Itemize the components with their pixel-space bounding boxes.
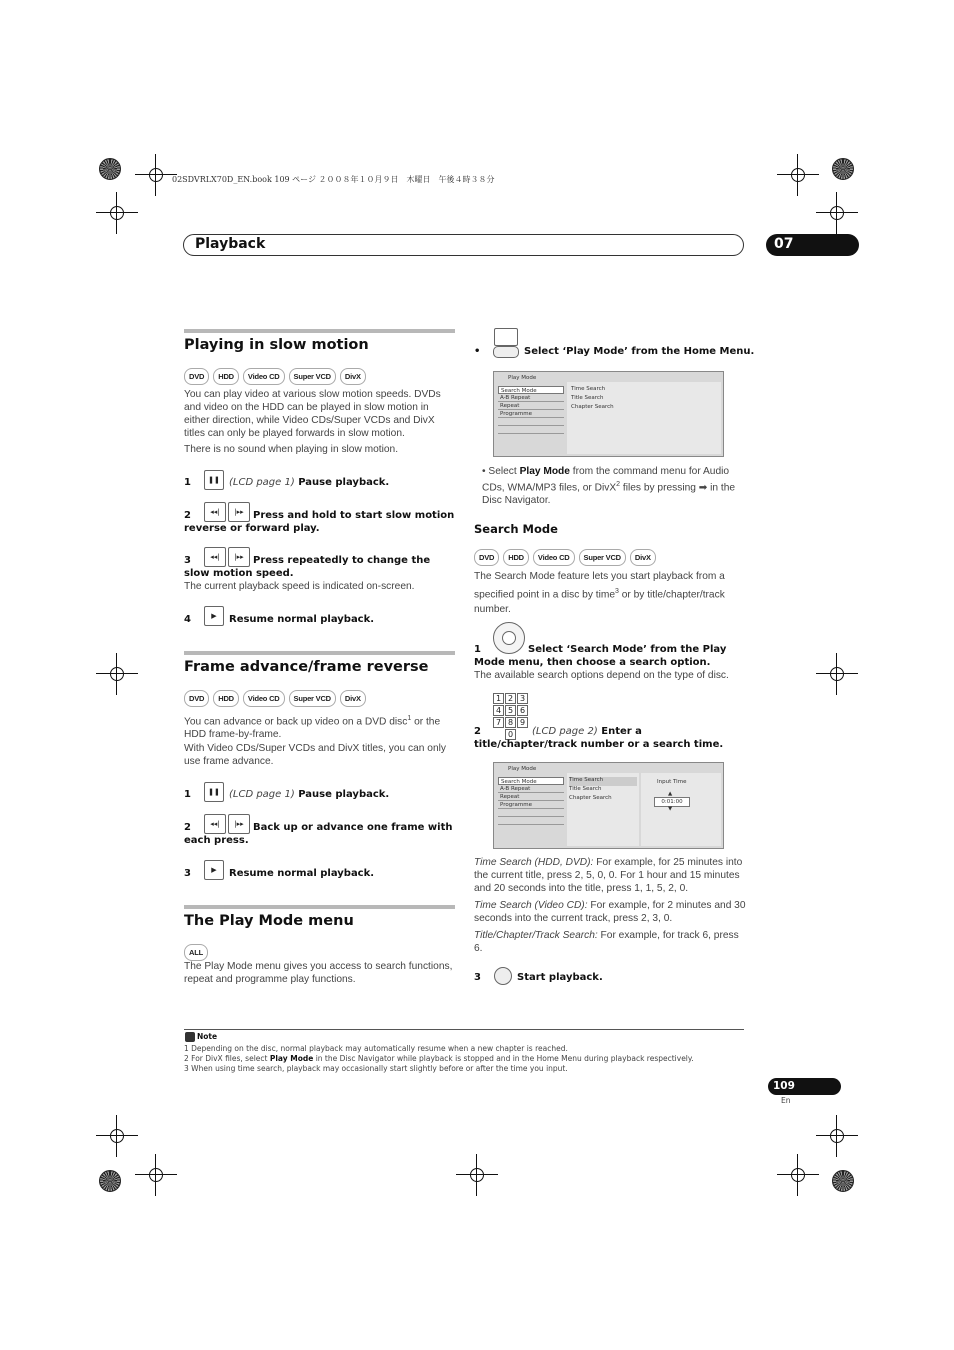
menu-item: [498, 817, 564, 825]
menu-item: Programme: [498, 410, 564, 418]
bullet-2-text: Select: [488, 466, 520, 477]
bullet-2-text-mid: from the command menu for Audio CDs, WMA/MP3 files, or DivX: [482, 466, 730, 494]
play-mode-intro: The Play Mode menu gives you access to search functions, repeat and programme play functions.: [184, 961, 453, 985]
pause-icon: ❚❚: [204, 782, 224, 802]
option-item: Chapter Search: [569, 795, 612, 801]
step-number: 1: [184, 477, 191, 488]
slow-step-4: Resume normal playback.: [229, 614, 375, 625]
badge-divx: DivX: [340, 690, 366, 707]
note-label: Note: [197, 1032, 218, 1041]
right-bullet-2: • Select Play Mode from the command menu for Audio CDs, WMA/MP3 files, or DivX$^2$ files by pressing ➡ in the Disc Navigator.: [482, 466, 736, 507]
screen-options-pane: [567, 773, 639, 846]
example-label: Time Search (HDD, DVD):: [474, 857, 594, 868]
chapter-title: Playback: [195, 236, 266, 252]
step-number: 2: [184, 510, 191, 521]
example-text: For example, for track 6, press 6.: [474, 930, 739, 954]
registration-mark: [106, 1125, 128, 1147]
registration-mark: [787, 164, 809, 186]
search-step-3: Start playback.: [517, 972, 603, 983]
chapter-number: 07: [774, 236, 794, 252]
option-item: Title Search: [571, 395, 604, 401]
footnote-2: [184, 1054, 694, 1063]
crop-disc-bottom-left: [99, 1170, 121, 1192]
frame-intro-paragraph: [184, 712, 456, 741]
option-item: Time Search: [569, 777, 637, 786]
search-p-text: The Search Mode feature lets you start playback from a specified point in a disc by time: [474, 571, 725, 601]
input-time-pane: [641, 773, 721, 846]
disc-type-badges: [184, 940, 212, 961]
badge-dvd: DVD: [184, 690, 209, 707]
note-icon: [185, 1032, 195, 1042]
lcd-page-ref: (LCD page 2): [532, 726, 598, 737]
crop-disc-top-left: [99, 158, 121, 180]
slow-motion-icon: ◂◂|: [204, 547, 226, 567]
chapter-header-bar: [183, 234, 744, 256]
registration-mark: [826, 663, 848, 685]
keypad-key: 4: [493, 705, 504, 716]
search-mode-heading: Search Mode: [474, 522, 558, 536]
badge-super-vcd: Super VCD: [289, 690, 336, 707]
badge-dvd: DVD: [184, 368, 209, 385]
slow-step-2: Press and hold to start slow motion reverse or forward play.: [184, 510, 455, 534]
keypad-key: 7: [493, 717, 504, 728]
disc-type-badges: [184, 686, 370, 707]
option-item: Time Search: [571, 386, 606, 392]
search-step-1-note: The available search options depend on the type of disc.: [474, 670, 729, 681]
search-p-text-end: or by title/chapter/track number.: [474, 589, 725, 616]
registration-mark: [787, 1164, 809, 1186]
screen-menu: [498, 386, 564, 434]
arrow-down-icon: ▼: [668, 806, 673, 812]
step-number: 3: [184, 555, 191, 566]
footnote-3: 3 When using time search, playback may occasionally start slightly before or after the time you input.: [184, 1064, 568, 1073]
keypad-key: 5: [505, 705, 516, 716]
step-number: 2: [184, 822, 191, 833]
screen-title: Play Mode: [508, 766, 537, 772]
slow-motion-icon: |▸▸: [228, 502, 250, 522]
step-number: 2: [474, 726, 481, 737]
badge-hdd: HDD: [503, 549, 529, 566]
screen-menu: [498, 777, 564, 825]
slow-step-3-note: The current playback speed is indicated on-screen.: [184, 581, 415, 592]
time-search-hdd-dvd: [474, 856, 746, 895]
pause-icon: ❚❚: [204, 470, 224, 490]
menu-item: A-B Repeat: [498, 394, 564, 402]
frame-p1-text: You can advance or back up video on a DVD disc: [184, 716, 408, 728]
badge-hdd: HDD: [213, 690, 239, 707]
title-chapter-track-search: [474, 929, 746, 955]
footnote-ref: 2: [616, 481, 621, 488]
registration-mark: [826, 1125, 848, 1147]
lcd-page-ref: (LCD page 1): [229, 789, 295, 800]
badge-divx: DivX: [630, 549, 656, 566]
frame-step-icon: ◂◂|: [204, 814, 226, 834]
badge-video-cd: Video CD: [243, 368, 285, 385]
menu-item: Repeat: [498, 793, 564, 801]
step-number: 1: [474, 644, 481, 655]
play-icon: ▶: [204, 860, 224, 880]
menu-item: [498, 426, 564, 434]
search-step-2: [474, 725, 746, 751]
menu-item: Repeat: [498, 402, 564, 410]
badge-divx: DivX: [340, 368, 366, 385]
step-text: Pause playback.: [298, 789, 390, 800]
frame-step-1: [229, 788, 389, 801]
footnote-ref: 1: [407, 715, 412, 722]
step-number: 1: [184, 789, 191, 800]
step-number: 4: [184, 614, 191, 625]
badge-hdd: HDD: [213, 368, 239, 385]
footnote-2-text: 2 For DivX files, select: [184, 1054, 270, 1063]
registration-mark: [145, 164, 167, 186]
notes-rule: [184, 1029, 744, 1030]
section-rule: [184, 329, 455, 333]
disc-type-badges: [184, 364, 370, 385]
input-time-value: 0:01:00: [654, 797, 690, 807]
lcd-page-ref: (LCD page 1): [229, 477, 295, 488]
bullet-dot: •: [474, 346, 481, 357]
section-rule: [184, 905, 455, 909]
example-text: For example, for 25 minutes into the current title, press 2, 5, 0, 0. For 1 hour and 15 minutes and 20 seconds into the title, press 1, 1, 5, 2, 0.: [474, 857, 743, 894]
crop-disc-bottom-right: [832, 1170, 854, 1192]
keypad-key: 3: [517, 693, 528, 704]
menu-item: Search Mode: [498, 386, 564, 394]
registration-mark: [106, 202, 128, 224]
step-number: 3: [184, 868, 191, 879]
frame-p1-text-end: or the HDD frame-by-frame.: [184, 716, 441, 741]
footnote-ref: 3: [615, 588, 619, 595]
badge-dvd: DVD: [474, 549, 499, 566]
keypad-key: 1: [493, 693, 504, 704]
frame-step-icon: |▸▸: [228, 814, 250, 834]
step-text: Pause playback.: [298, 477, 390, 488]
frame-step-3: Resume normal playback.: [229, 868, 375, 879]
keypad-key: 8: [505, 717, 516, 728]
section-title-play-mode: The Play Mode menu: [184, 913, 354, 929]
time-search-vcd: [474, 899, 746, 925]
badge-video-cd: Video CD: [533, 549, 575, 566]
menu-item: Search Mode: [498, 777, 564, 785]
example-text: For example, for 2 minutes and 30 seconds into the current track, press 2, 3, 0.: [474, 900, 746, 924]
badge-super-vcd: Super VCD: [579, 549, 626, 566]
input-time-label: Input Time: [657, 779, 687, 785]
section-title-frame-advance: Frame advance/frame reverse: [184, 659, 429, 675]
example-label: Time Search (Video CD):: [474, 900, 588, 911]
screen-options-pane: [567, 382, 721, 454]
search-step-1: Select ‘Search Mode’ from the Play Mode menu, then choose a search option.: [474, 644, 727, 668]
screen-title: Play Mode: [508, 375, 537, 381]
disc-type-badges: [474, 545, 660, 566]
slow-sound-note: There is no sound when playing in slow motion.: [184, 444, 399, 455]
play-icon: ▶: [204, 606, 224, 626]
badge-video-cd: Video CD: [243, 690, 285, 707]
right-bullet-1: Select ‘Play Mode’ from the Home Menu.: [524, 346, 755, 357]
footnote-2-bold: Play Mode: [269, 1054, 314, 1063]
enter-button-icon: [493, 346, 519, 358]
menu-item: [498, 418, 564, 426]
option-item: Chapter Search: [571, 404, 614, 410]
play-mode-screen-2: [493, 762, 724, 849]
frame-step-2: Back up or advance one frame with each press.: [184, 822, 453, 846]
registration-mark: [466, 1164, 488, 1186]
search-mode-paragraph: [474, 569, 746, 617]
enter-button-icon: [494, 967, 512, 985]
slow-intro-paragraph: You can play video at various slow motion speeds. DVDs and video on the HDD can be played in slow motion in either direction, while Video CDs/Super VCDs and DivX titles can only be played forwards in slow motion.: [184, 389, 441, 439]
frame-vcd-note: With Video CDs/Super VCDs and DivX titles, you can only use frame advance.: [184, 743, 446, 767]
slow-step-1: [229, 476, 389, 489]
section-title-slow-motion: Playing in slow motion: [184, 337, 369, 353]
badge-all: ALL: [184, 944, 208, 961]
play-mode-screen-1: [493, 371, 724, 457]
registration-mark: [826, 202, 848, 224]
bullet-2-text-end: files by pressing ➡ in the Disc Navigator.: [482, 482, 736, 507]
example-label: Title/Chapter/Track Search:: [474, 930, 598, 941]
slow-step-3: Press repeatedly to change the slow motion speed.: [184, 555, 431, 579]
keypad-key: 0: [505, 729, 516, 740]
registration-mark: [145, 1164, 167, 1186]
menu-item: A-B Repeat: [498, 785, 564, 793]
keypad-key: 6: [517, 705, 528, 716]
step-number: 3: [474, 972, 481, 983]
print-header-line: 02SDVRLX70D_EN.book 109 ページ ２００８年１０月９日 木曜日 午後４時３８分: [172, 175, 495, 184]
footnote-2-text-end: in the Disc Navigator while playback is stopped and in the Home Menu during playback respectively.: [313, 1054, 694, 1063]
slow-motion-icon: ◂◂|: [204, 502, 226, 522]
page-language: En: [781, 1096, 791, 1105]
menu-item: Programme: [498, 801, 564, 809]
registration-mark: [106, 663, 128, 685]
menu-item: [498, 809, 564, 817]
footnote-1: 1 Depending on the disc, normal playback may automatically resume when a new chapter is reached.: [184, 1044, 568, 1053]
bullet-2-bold: Play Mode: [519, 466, 570, 477]
keypad-key: 2: [505, 693, 516, 704]
arrow-up-icon: ▲: [668, 791, 673, 797]
home-menu-button-icon: [494, 328, 518, 346]
step-text: Enter a title/chapter/track number or a search time.: [474, 726, 724, 750]
section-rule: [184, 651, 455, 655]
slow-motion-icon: |▸▸: [228, 547, 250, 567]
crop-disc-top-right: [832, 158, 854, 180]
badge-super-vcd: Super VCD: [289, 368, 336, 385]
option-item: Title Search: [569, 786, 602, 792]
keypad-key: 9: [517, 717, 528, 728]
page-number: 109: [773, 1080, 795, 1092]
